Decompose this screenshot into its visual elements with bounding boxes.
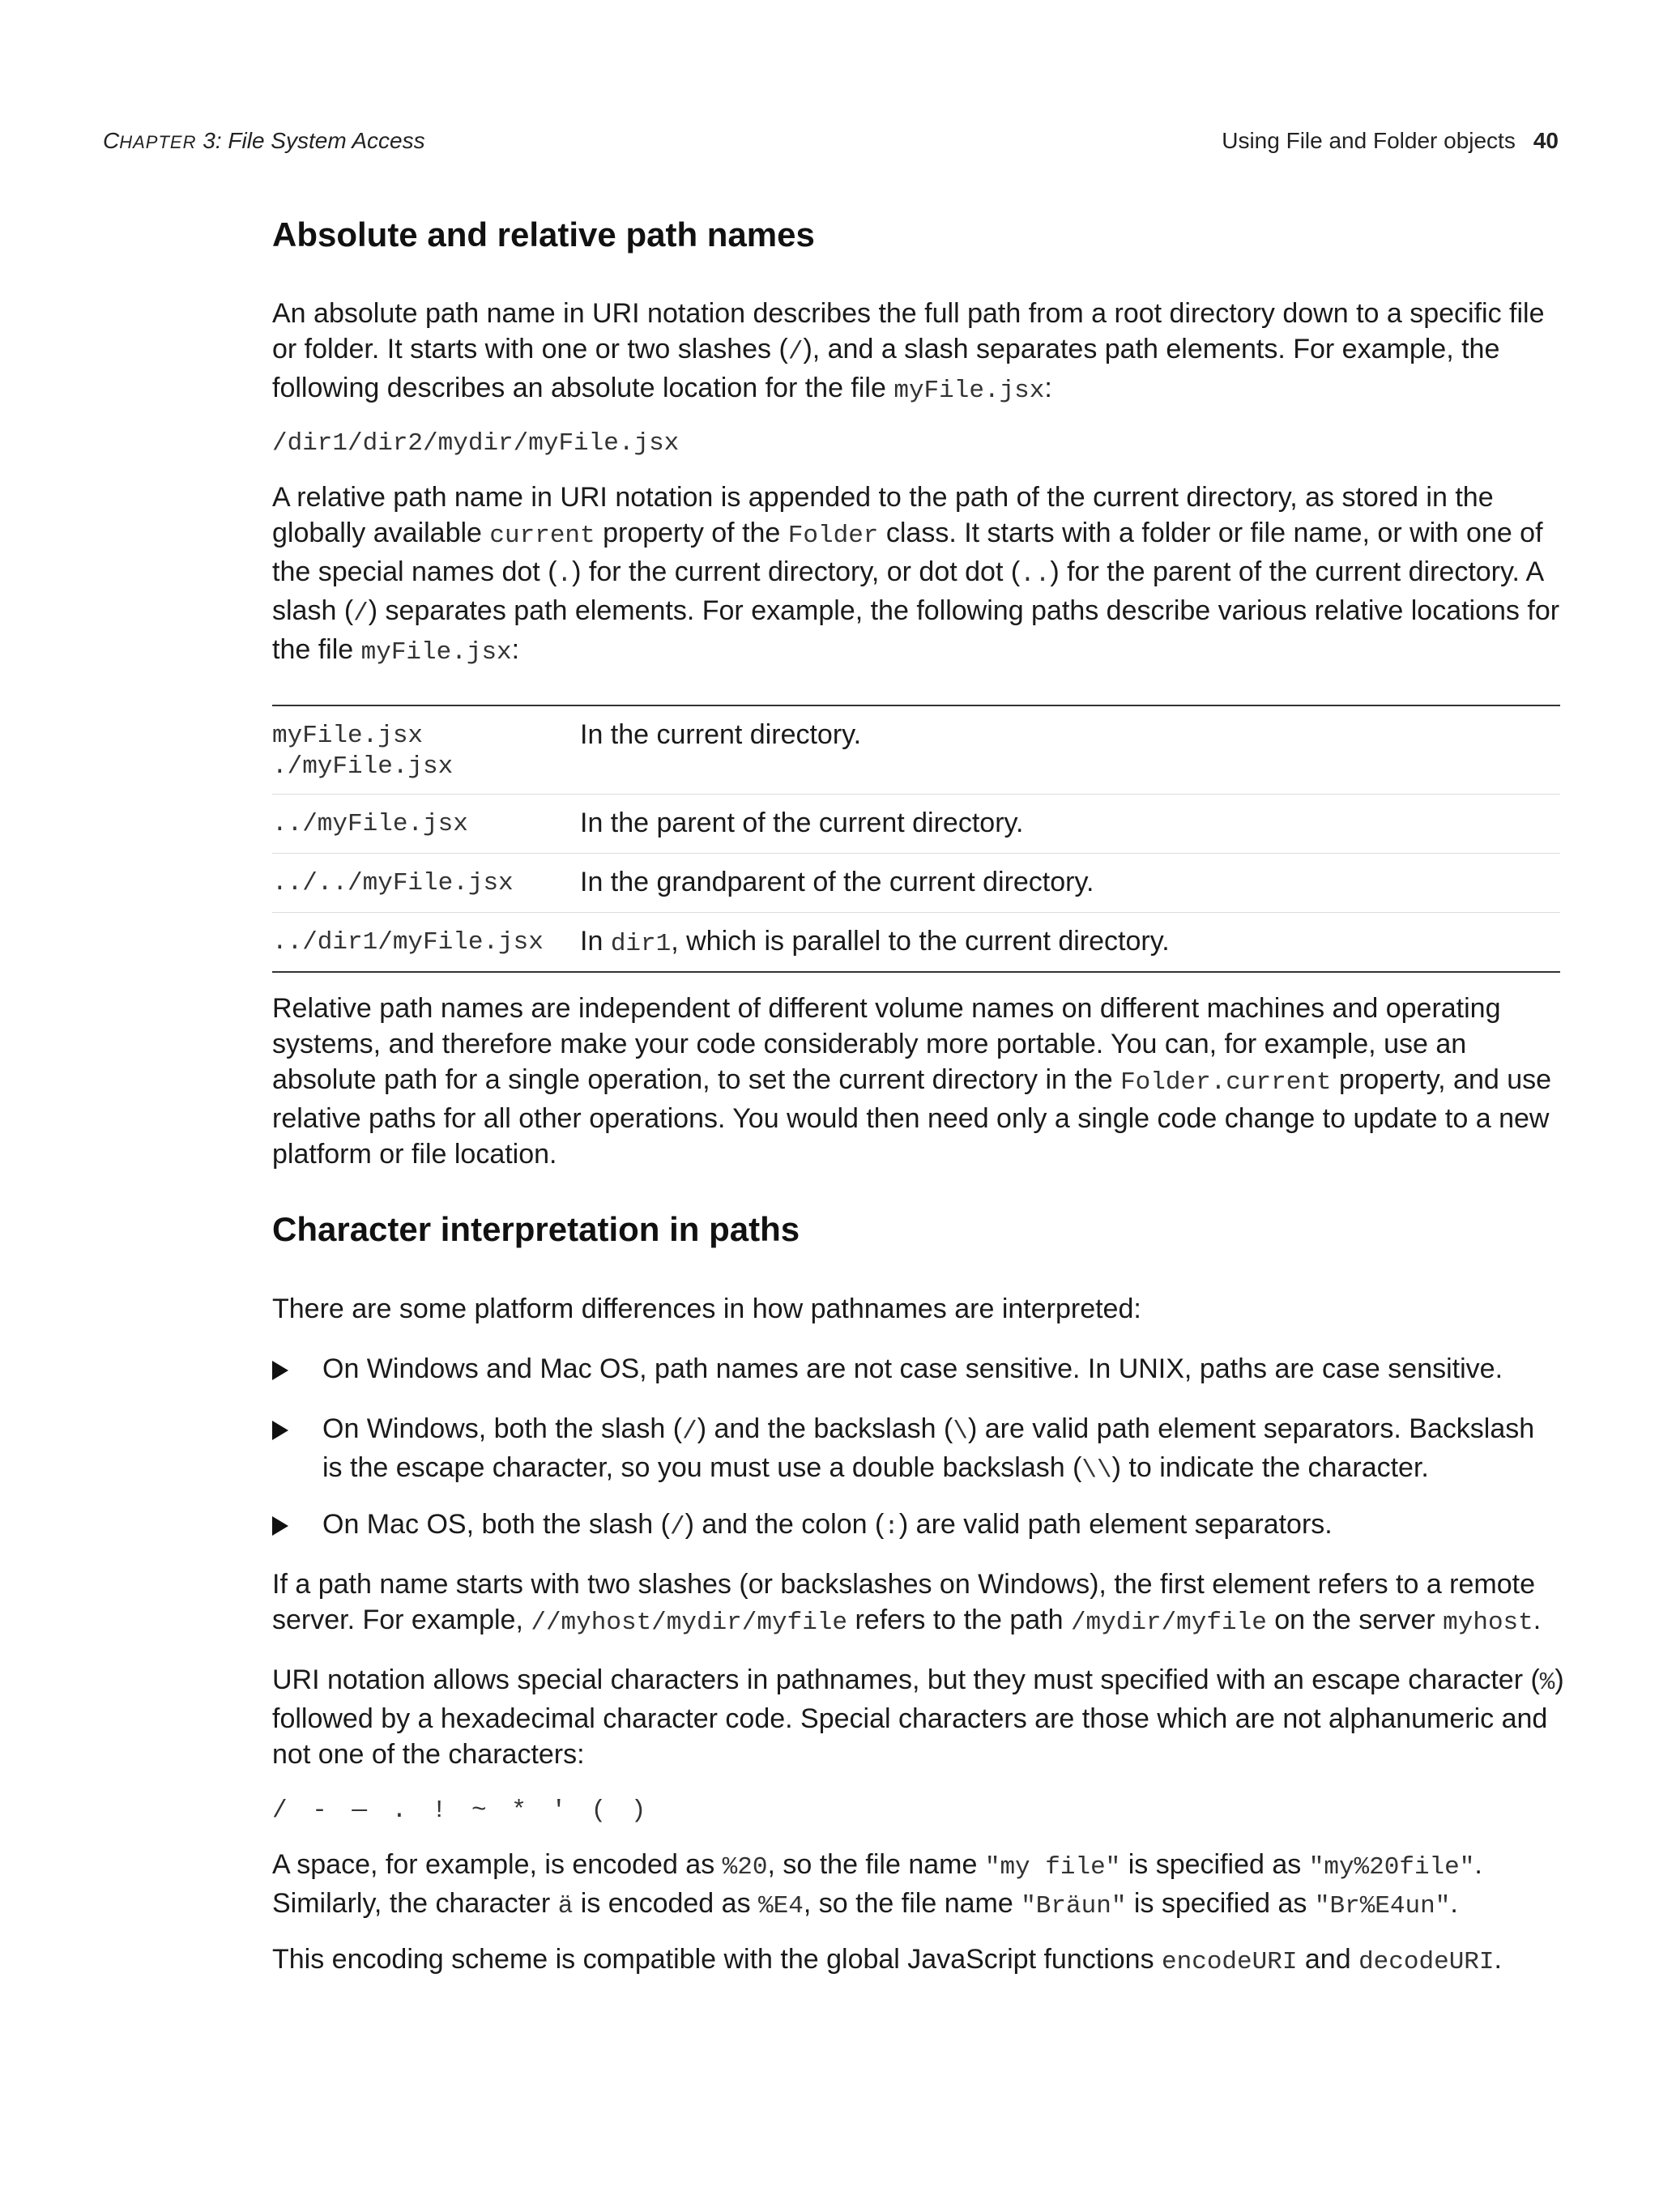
list-item: On Windows, both the slash (/) and the backslash (\) are valid path element separators. Backslash is the escape character, so you must use a double backslash (\\) to indicate the character. (272, 1411, 1560, 1489)
paragraph-portability: Relative path names are independent of different volume names on different machines and operating systems, and therefore make your code considerably more portable. You can, for example, use an absolute path for a single operation, to set the current directory in the Folder.current property, and use relative paths for all other operations. You would then need only a single code change to update to a new platform or file location. (272, 993, 1552, 1170)
bullet-arrow-icon (272, 1516, 288, 1536)
code-example-absolute: /dir1/dir2/mydir/myFile.jsx (272, 429, 680, 458)
table-cell-path: ../myFile.jsx (272, 810, 468, 838)
special-characters-list: / - — . ! ~ * ' ( ) (272, 1796, 651, 1825)
table-row (272, 853, 1560, 912)
table-row (272, 912, 1560, 971)
table-cell-path: ../../myFile.jsx (272, 869, 514, 897)
table-cell-path: myFile.jsx ./myFile.jsx (272, 722, 454, 781)
bullet-arrow-icon (272, 1361, 288, 1380)
running-header-chapter: CHAPTER 3: File System Access (103, 128, 425, 153)
paragraph-platform-intro: There are some platform differences in how pathnames are interpreted: (272, 1294, 1141, 1324)
bullet-arrow-icon (272, 1421, 288, 1440)
page-number: 40 (1533, 128, 1559, 153)
paragraph-encodeuri: This encoding scheme is compatible with the global JavaScript functions encodeURI and decodeURI. (272, 1944, 1502, 1976)
section-heading-absolute-relative: Absolute and relative path names (272, 215, 815, 254)
section-title: Using File and Folder objects (1222, 128, 1516, 153)
table-cell-description: In the current directory. (580, 719, 862, 750)
relative-path-table (272, 705, 1560, 973)
section-heading-character-interpretation: Character interpretation in paths (272, 1210, 800, 1248)
running-header-section (1222, 128, 1559, 154)
paragraph-remote-server: If a path name starts with two slashes (or backslashes on Windows), the first element refers to a remote server. For example, //myhost/mydir/myfile refers to the path /mydir/myfile on the server myhost. (272, 1569, 1542, 1637)
table-row (272, 706, 1560, 794)
list-item: On Mac OS, both the slash (/) and the colon (:) are valid path element separators. (272, 1507, 1560, 1545)
paragraph-absolute-path: An absolute path name in URI notation describes the full path from a root directory down to a specific file or folder. It starts with one or two slashes (/), and a slash separates path elements. For example, the following describes an absolute location for the file myFile.jsx: (272, 298, 1545, 405)
table-cell-description: In the parent of the current directory. (580, 808, 1024, 838)
table-cell-description: In dir1, which is parallel to the current directory. (580, 926, 1170, 958)
paragraph-special-characters: URI notation allows special characters in pathnames, but they must specified with an escape character (%) followed by a hexadecimal character code. Special characters are those which are not alphanumeric and not one of the characters: (272, 1664, 1564, 1770)
list-item: On Windows and Mac OS, path names are not case sensitive. In UNIX, paths are case sensitive. (272, 1351, 1560, 1387)
table-cell-description: In the grandparent of the current directory. (580, 867, 1094, 897)
table-row (272, 794, 1560, 853)
paragraph-encoding-example: A space, for example, is encoded as %20, so the file name "my file" is specified as "my%20file". Similarly, the character ä is encoded as %E4, so the file name "Bräun" is specified as "Br%E4un". (272, 1849, 1482, 1920)
paragraph-relative-path: A relative path name in URI notation is appended to the path of the current directory, as stored in the globally available current property of the Folder class. It starts with a folder or file name, or with one of the special names dot (.) for the current directory, or dot dot (..) for the parent of the current directory. A slash (/) separates path elements. For example, the following paths describe various relative locations for the file myFile.jsx: (272, 482, 1560, 667)
table-cell-path: ../dir1/myFile.jsx (272, 928, 544, 957)
